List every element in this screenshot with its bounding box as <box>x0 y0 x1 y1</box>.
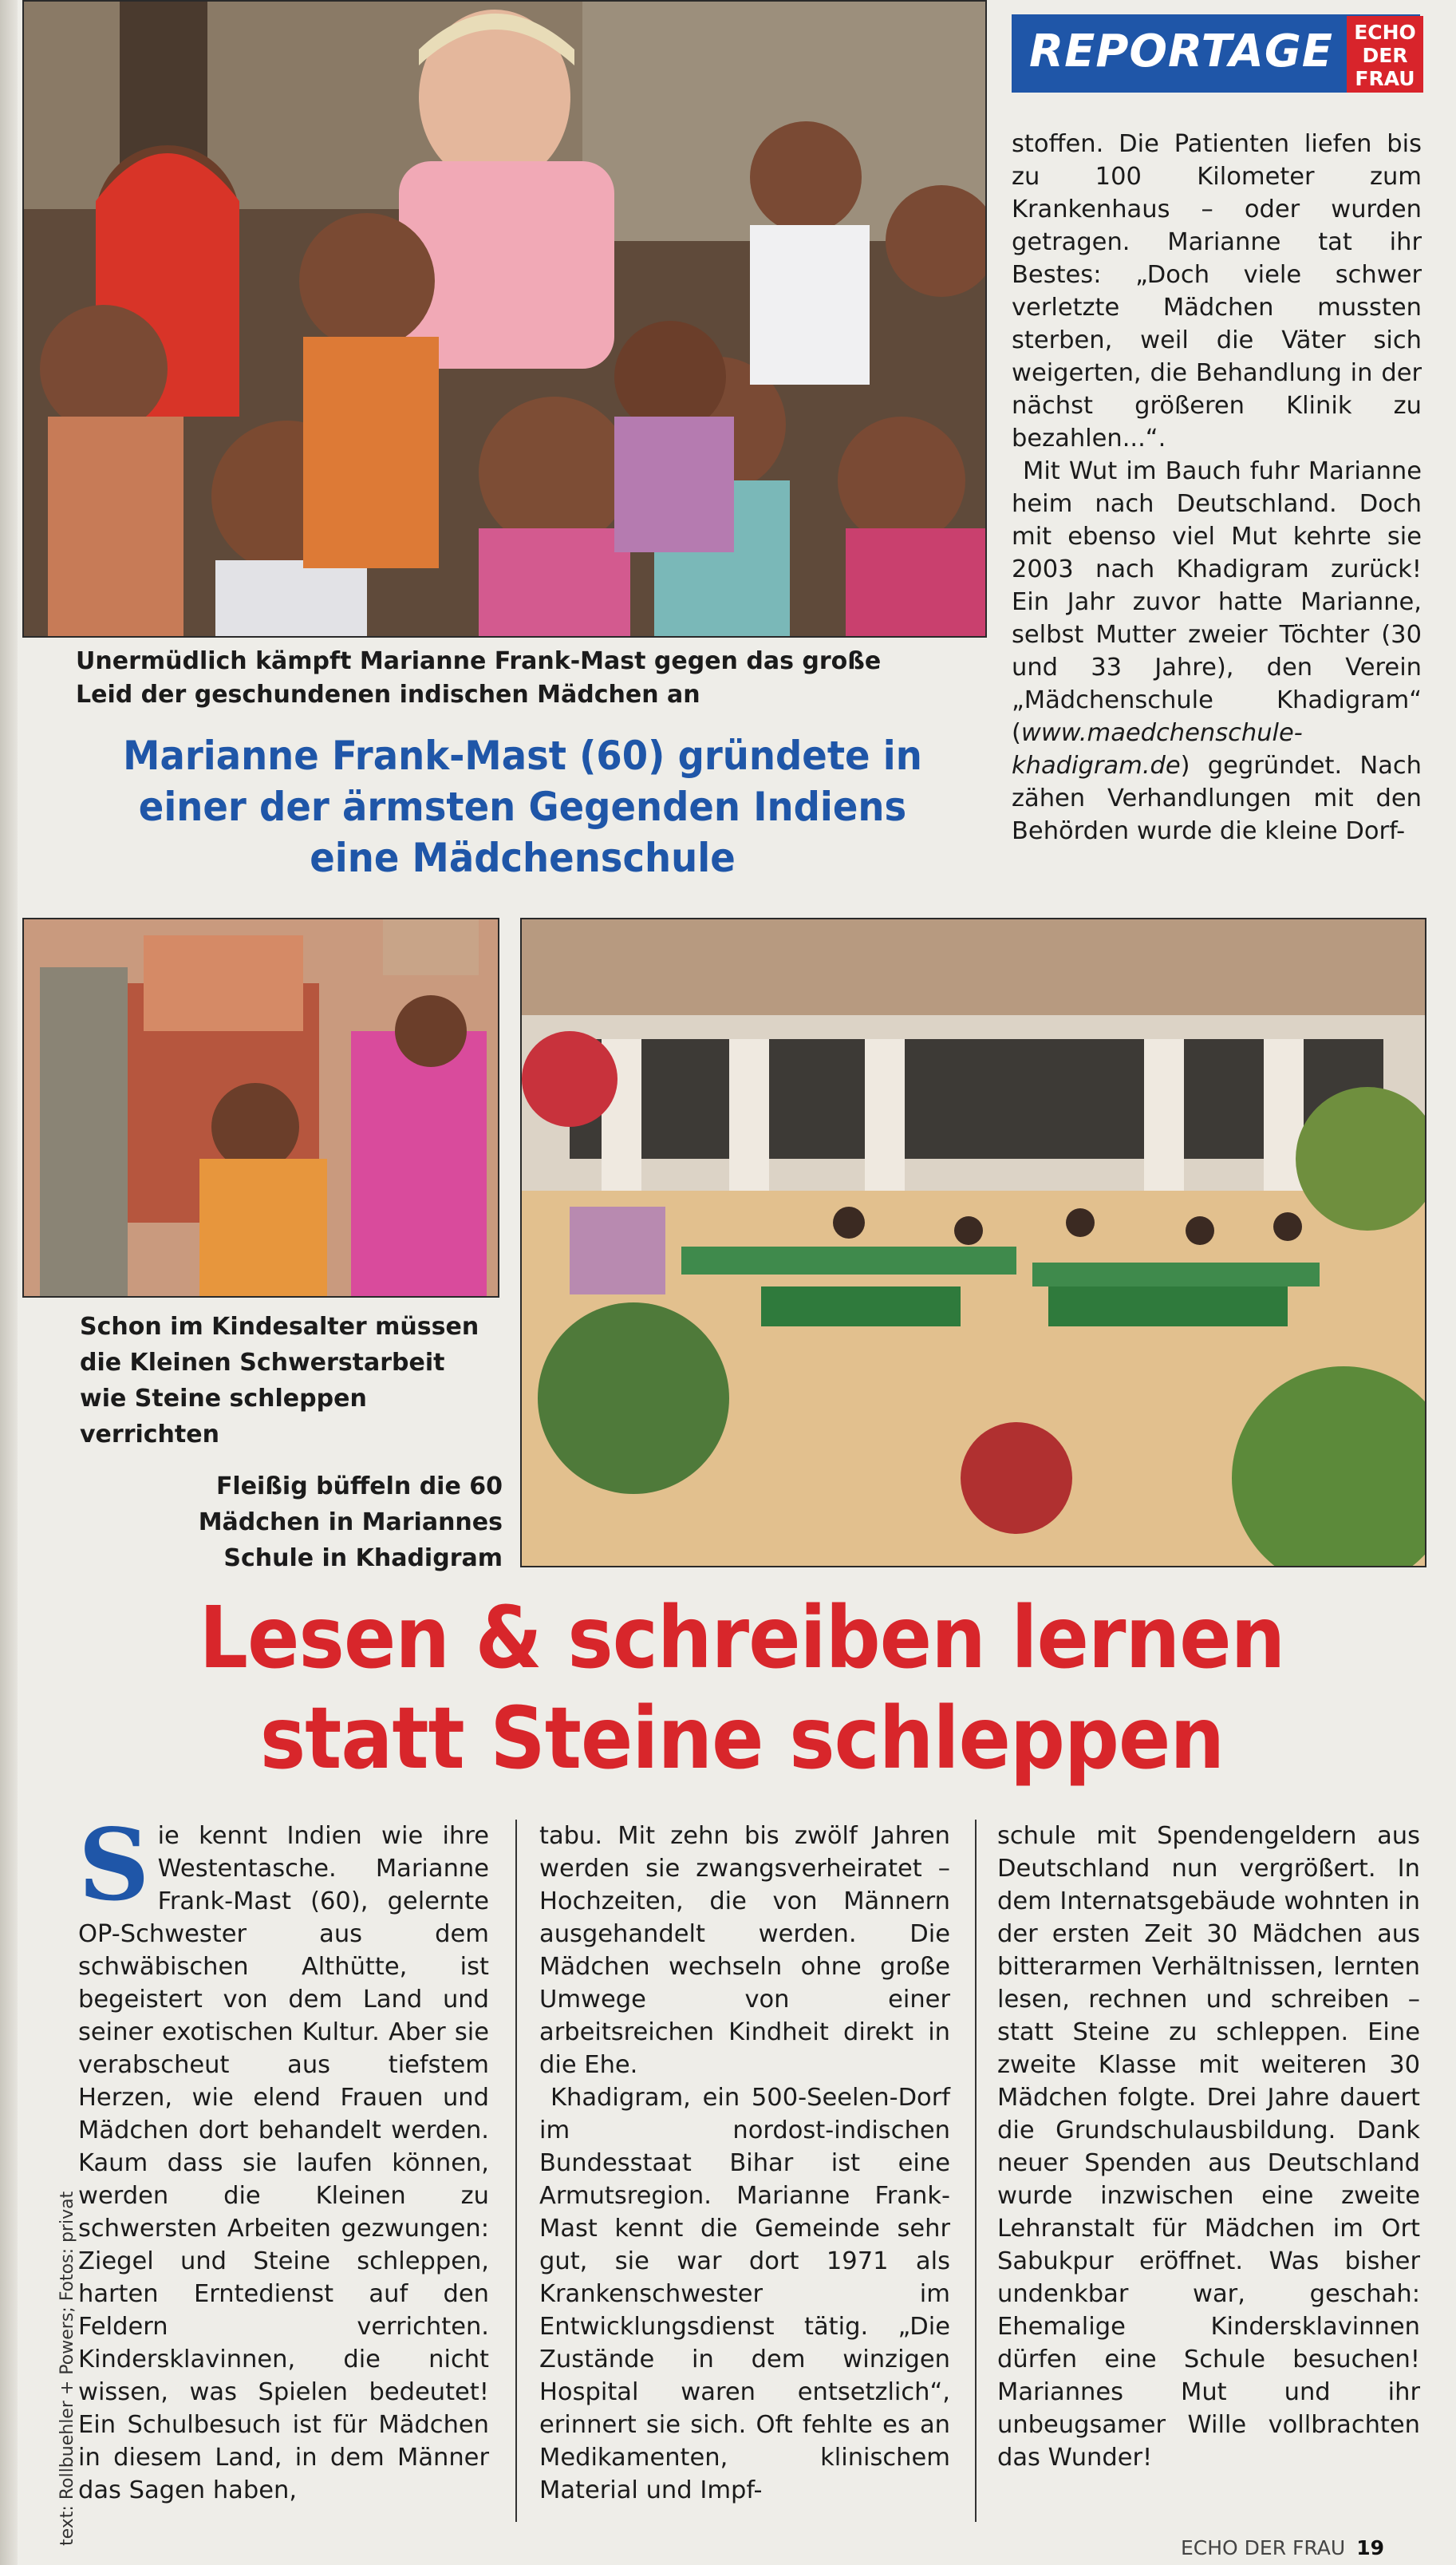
logo-line-3: FRAU <box>1355 67 1415 90</box>
photo-brick-carrying <box>22 918 499 1298</box>
caption-top-photo: Unermüdlich kämpft Marianne Frank-Mast gegen das große Leid der geschundenen indischen Mädchen an <box>76 647 882 709</box>
logo-line-1: ECHO <box>1354 21 1416 44</box>
caption-brick-photo: Schon im Kindesalter müssen die Kleinen Schwerstarbeit wie Steine schleppen verrichten <box>80 1313 479 1448</box>
column-2-para-1: tabu. Mit zehn bis zwölf Jahren werden sie zwangsverheiratet – Hochzeiten, die von Männern ausgehandelt werden. Die Mädchen wechseln ohne große Umwege von einer arbeitsreichen Kindheit direkt in die Ehe. <box>539 1822 950 2079</box>
body-column-2 <box>539 1820 950 2507</box>
upper-right-column <box>1012 128 1422 848</box>
body-column-1-para <box>78 1808 489 2507</box>
column-2-para-2: Khadigram, ein 500-Seelen-Dorf im nordost-indischen Bundesstaat Bihar ist eine Armutsregion. Marianne Frank-Mast kennt die Gemeinde sehr gut, sie war dort 1971 als Krankenschwester im Entwicklungsdienst tätig. „Die Zustände in dem winzigen Hospital waren entsetzlich“, erinnert sie sich. Oft fehlte es an Medikamenten, klinischem Material und Impf- <box>539 2084 950 2504</box>
upper-right-para-1: stoffen. Die Patienten liefen bis zu 100 Kilometer zum Krankenhaus – oder wurden getragen. Marianne tat ihr Bestes: „Doch viele schwer verletzte Mädchen mussten sterben, weil die Väter sich weigerten, die Behandlung in der nächst größeren Klinik zu bezahlen...“. <box>1012 130 1422 453</box>
footer-publication: ECHO DER FRAU <box>1181 2536 1346 2559</box>
photo-school-courtyard <box>520 918 1426 1567</box>
subheadline: Marianne Frank-Mast (60) gründete in einer der ärmsten Gegenden Indiens eine Mädchenschule <box>123 733 922 881</box>
logo-line-2: DER <box>1362 44 1408 67</box>
body-column-1 <box>78 1808 489 2507</box>
column-1-text: ie kennt Indien wie ihre Westentasche. Marianne Frank-Mast (60), gelernte OP-Schwester aus dem schwäbischen Althütte, ist begeistert von dem Land und seiner exotischen Kultur. Aber sie verabscheut aus tiefstem Herzen, wie elend Frauen und Mädchen dort behandelt werden. Kaum dass sie laufen können, werden die Kleinen zu schwersten Arbeiten gezwungen: Ziegel und Steine schleppen, harten Erntedienst auf den Feldern verrichten. Kindersklavinnen, die nicht wissen, was Spielen bedeutet! Ein Schulbesuch ist für Mädchen in diesem Land, in dem Männer das Sagen haben, <box>78 1822 489 2504</box>
column-rule-1 <box>515 1820 517 2522</box>
body-column-3 <box>997 1820 1420 2474</box>
upper-right-para-2b: ) gegründet. Nach zähen Verhandlungen mit den Behörden wurde die kleine Dorf- <box>1012 752 1422 845</box>
photo-children-group <box>22 0 987 638</box>
dropcap: S <box>78 1808 150 1923</box>
page-footer <box>1181 2536 1384 2559</box>
column-3-para: schule mit Spendengeldern aus Deutschland nun vergrößert. In dem Internatsgebäude wohnten in der ersten Zeit 30 Mädchen aus bitterarmen Verhältnissen, lernten lesen, rechnen und schreiben – statt Steine zu schleppen. Eine zweite Klasse mit weiteren 30 Mädchen folgte. Drei Jahre dauert die Grundschulausbildung. Dank neuer Spenden aus Deutschland wurde inzwischen eine zweite Lehranstalt für Mädchen im Ort Sabukpur eröffnet. Was bisher undenkbar war, geschah: Ehemalige Kindersklavinnen dürfen eine Schule besuchen! Mariannes Mut und ihr unbeugsamer Wille vollbrachten das Wunder! <box>997 1822 1420 2472</box>
column-rule-2 <box>975 1820 977 2522</box>
page-number: 19 <box>1356 2536 1384 2559</box>
section-label: REPORTAGE <box>1029 26 1334 77</box>
headline-line-1: Lesen & schreiben lernen <box>199 1589 1285 1688</box>
website-link[interactable]: www.maedchenschule-khadigram.de <box>1012 719 1303 780</box>
page-edge <box>0 0 18 2565</box>
magazine-logo <box>1347 16 1423 93</box>
upper-right-para-2a: Mit Wut im Bauch fuhr Marianne heim nach Deutschland. Doch mit ebenso viel Mut kehrte sie 2003 nach Khadigram zurück! Ein Jahr zuvor hatte Marianne, selbst Mutter zweier Töchter (30 und 33 Jahre), den Verein „Mädchenschule Khadigram“ ( <box>1012 457 1422 747</box>
main-headline <box>117 1588 1367 1789</box>
headline-line-2: statt Steine schleppen <box>259 1690 1225 1788</box>
photo-credit: text: Rollbuehler + Powers; Fotos: privat <box>57 2191 77 2546</box>
caption-school-photo: Fleißig büffeln die 60 Mädchen in Mariannes Schule in Khadigram <box>198 1472 503 1572</box>
upper-right-para-2 <box>1012 455 1422 848</box>
